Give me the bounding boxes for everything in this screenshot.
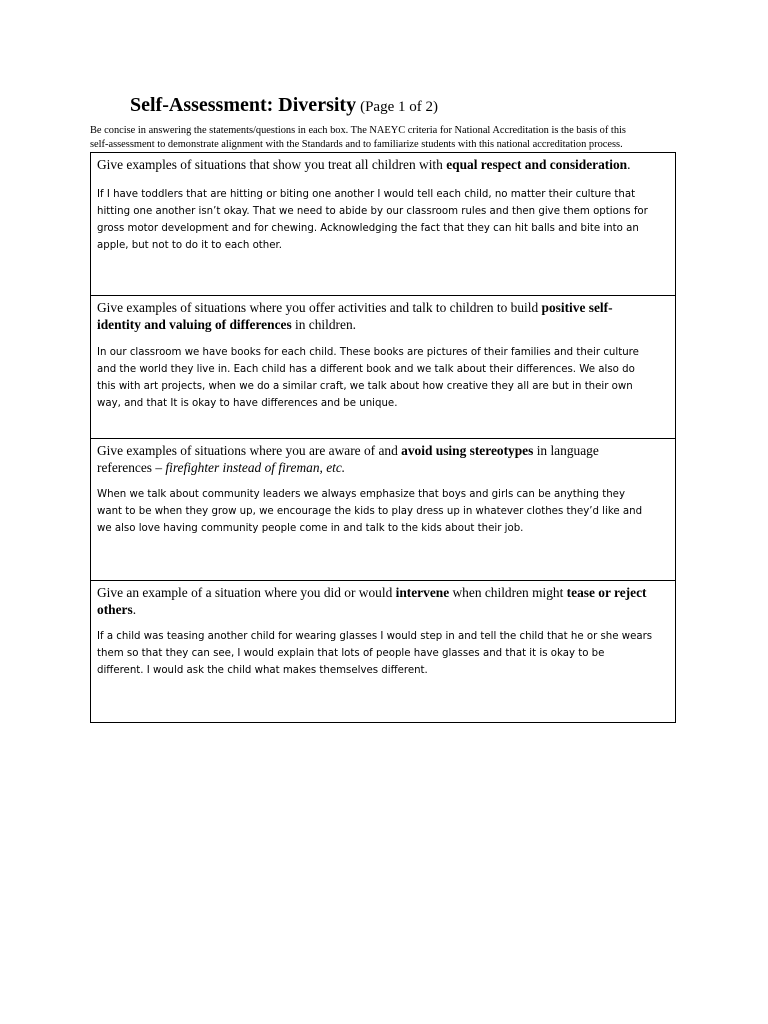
answer-line: them so that they can see, I would explain that lots of people have glasses and that it is okay to be <box>97 648 605 659</box>
answer-line: When we talk about community leaders we always emphasize that boys and girls can be anything they <box>97 489 625 500</box>
answer-line: this with art projects, when we do a similar craft, we talk about how creative they all are but in their own <box>97 381 633 392</box>
title-main: Self-Assessment: Diversity <box>130 94 357 116</box>
instructions-line: self-assessment to demonstrate alignment with the Standards and to familiarize students with this national accreditation process. <box>90 138 623 150</box>
question-stereotypes: Give examples of situations where you are aware of and avoid using stereotypes in language references – firefighter instead of fireman, etc. <box>97 443 599 475</box>
answer-line: If a child was teasing another child for wearing glasses I would step in and tell the child that he or she wears <box>97 631 653 642</box>
section-stereotypes <box>91 439 675 581</box>
section-intervene <box>91 581 675 724</box>
page-indicator: (Page 1 of 2) <box>360 99 438 115</box>
instructions <box>90 124 680 151</box>
question-positive-identity: Give examples of situations where you offer activities and talk to children to build positive self- identity and valuing of differences in children. <box>97 300 613 332</box>
answer-line: In our classroom we have books for each child. These books are pictures of their families and their culture <box>97 347 639 358</box>
answer-line: way, and that It is okay to have differences and be unique. <box>97 398 398 409</box>
section-positive-identity <box>91 296 675 439</box>
assessment-table <box>90 152 676 723</box>
answer-intervene <box>97 628 669 679</box>
answer-line: hitting one another isn’t okay. That we need to abide by our classroom rules and then give them options for <box>97 206 648 217</box>
answer-line: we also love having community people come in and talk to the kids about their job. <box>97 523 524 534</box>
section-equal-respect <box>91 153 675 296</box>
answer-line: different. I would ask the child what makes themselves different. <box>97 665 428 676</box>
answer-equal-respect <box>97 186 669 254</box>
answer-stereotypes <box>97 486 669 537</box>
answer-line: If I have toddlers that are hitting or biting one another I would tell each child, no matter their culture that <box>97 189 636 200</box>
page-title <box>130 94 438 117</box>
answer-line: apple, but not to do it to each other. <box>97 240 283 251</box>
instructions-line: Be concise in answering the statements/questions in each box. The NAEYC criteria for National Accreditation is the basis of this <box>90 125 626 136</box>
question-equal-respect: Give examples of situations that show you treat all children with equal respect and consideration. <box>97 157 631 172</box>
answer-positive-identity <box>97 344 669 412</box>
answer-line: and the world they live in. Each child has a different book and we talk about their differences. We also do <box>97 364 635 375</box>
answer-line: gross motor development and for chewing. Acknowledging the fact that they can hit balls and bite into an <box>97 223 639 234</box>
question-intervene: Give an example of a situation where you did or would intervene when children might tease or reject others. <box>97 585 647 617</box>
answer-line: want to be when they grow up, we encourage the kids to play dress up in whatever clothes they’d like and <box>97 506 643 517</box>
